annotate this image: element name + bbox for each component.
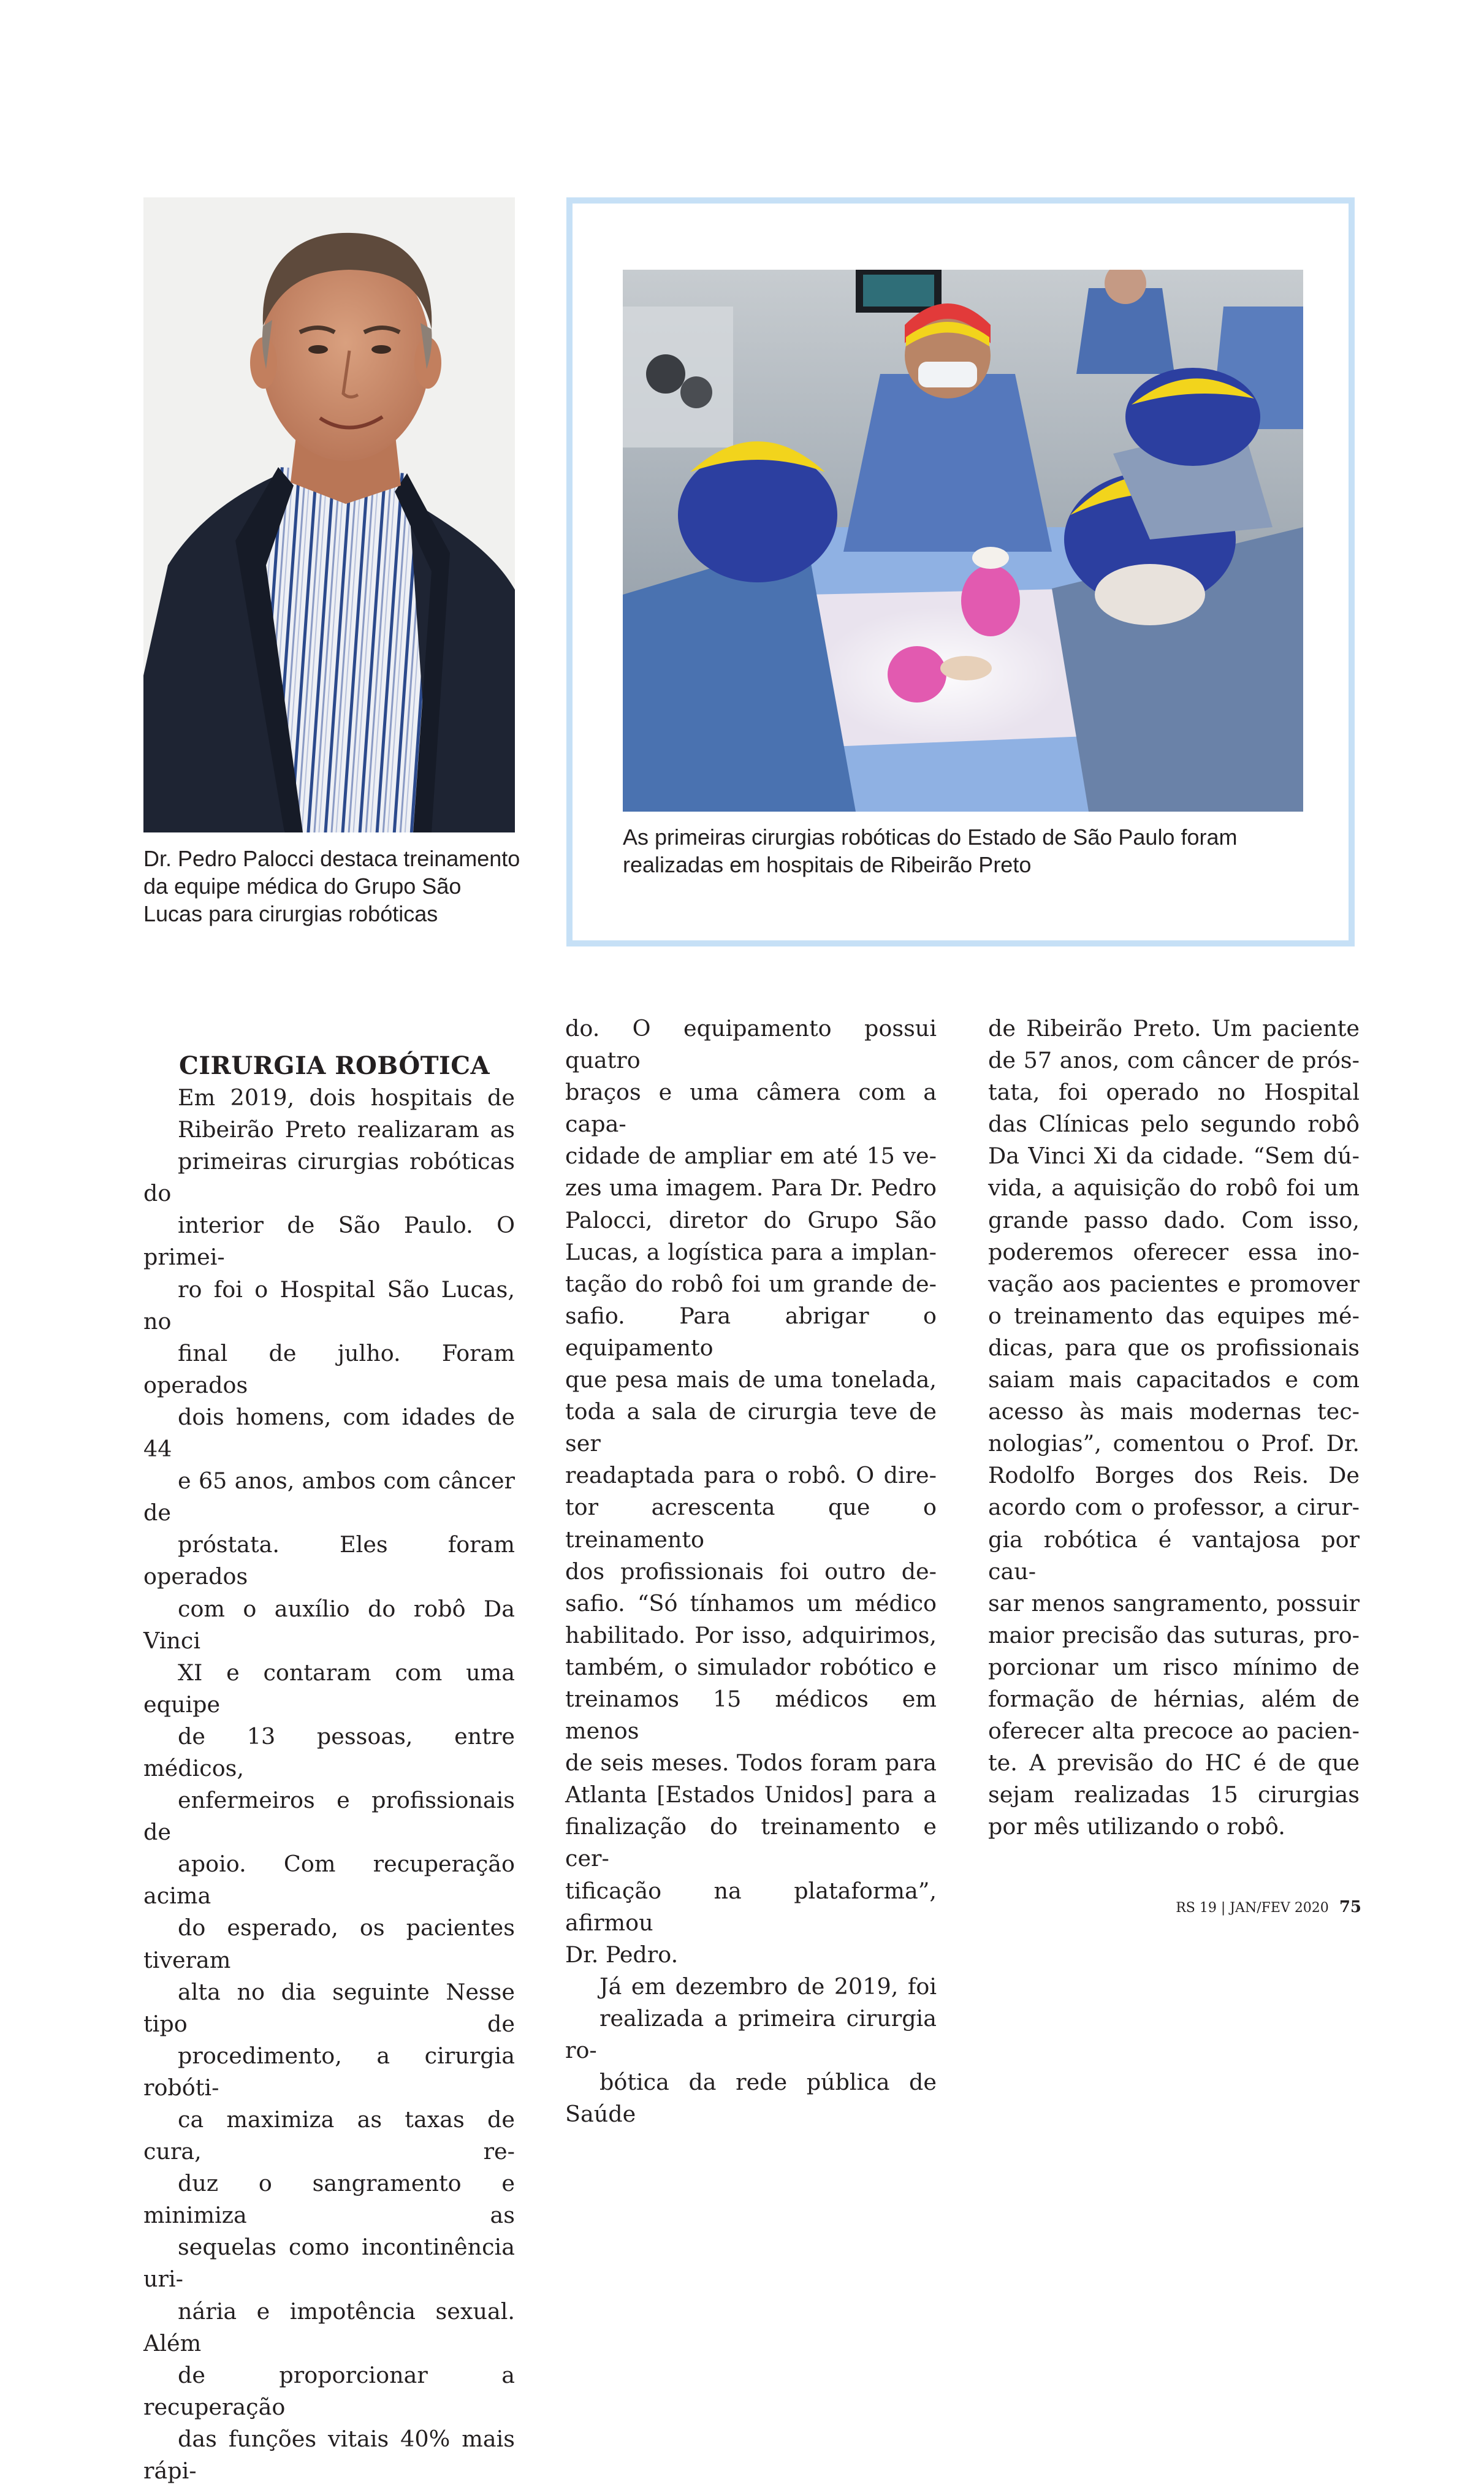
text-line: das funções vitais 40% mais rápi-	[143, 2425, 515, 2485]
text-line: safio. Para abrigar o equipamento	[565, 1302, 937, 1361]
paragraph	[143, 1082, 515, 2487]
text-line: Dr. Pedro.	[565, 1941, 679, 1968]
text-line: bótica da rede pública de Saúde	[565, 2069, 937, 2128]
text-line: com o auxílio do robô Da Vinci	[143, 1595, 515, 1654]
section-heading: CIRURGIA ROBÓTICA	[179, 1051, 490, 1080]
text-line: realizada a primeira cirurgia ro-	[565, 2005, 937, 2063]
text-line: zes uma imagem. Para Dr. Pedro	[565, 1175, 937, 1202]
text-line: nologias”, comentou o Prof. Dr.	[988, 1430, 1360, 1457]
text-line: próstata. Eles foram operados	[143, 1531, 515, 1590]
paragraph	[988, 1013, 1360, 1843]
text-line: te. A previsão do HC é de que	[988, 1750, 1360, 1777]
text-line: do esperado, os pacientes tiveram	[143, 1914, 515, 1973]
text-line: oferecer alta precoce ao pacien-	[988, 1718, 1360, 1745]
text-line: porcionar um risco mínimo de	[988, 1653, 1360, 1680]
text-line: formação de hérnias, além de	[988, 1685, 1360, 1712]
text-line: final de julho. Foram operados	[143, 1339, 515, 1398]
text-line: sar menos sangramento, possuir	[988, 1590, 1360, 1617]
text-line: apoio. Com recuperação acima	[143, 1851, 515, 1910]
text-line: readaptada para o robô. O dire-	[565, 1462, 937, 1489]
article-column-3	[988, 1013, 1360, 1843]
text-line: safio. “Só tínhamos um médico	[565, 1590, 937, 1617]
surgery-photo-caption: As primeiras cirurgias robóticas do Estado de São Paulo foram realizadas em hospitais de Ribeirão Preto	[623, 825, 1238, 877]
text-line: treinamos 15 médicos em menos	[565, 1685, 937, 1745]
portrait-photo	[143, 197, 515, 832]
text-line: duz o sangramento e minimiza as	[143, 2170, 515, 2229]
text-line: Ribeirão Preto realizaram as	[178, 1116, 515, 1143]
text-line: braços e uma câmera com a capa-	[565, 1079, 937, 1138]
text-line: saiam mais capacitados e com	[988, 1366, 1360, 1393]
text-line: tor acrescenta que o treinamento	[565, 1494, 937, 1553]
text-line: finalização do treinamento e cer-	[565, 1813, 937, 1872]
text-line: dicas, para que os profissionais	[988, 1334, 1360, 1361]
text-line: vação aos pacientes e promover	[988, 1270, 1360, 1297]
text-line: toda a sala de cirurgia teve de ser	[565, 1398, 937, 1457]
text-line: habilitado. Por isso, adquirimos,	[565, 1621, 937, 1648]
text-line: dois homens, com idades de 44	[143, 1403, 515, 1463]
paragraph	[565, 1013, 937, 1971]
text-line: ro foi o Hospital São Lucas, no	[143, 1276, 515, 1335]
text-line: alta no dia seguinte Nesse tipo de	[143, 1978, 515, 2037]
article-column-2	[565, 1013, 937, 2130]
text-line: de 57 anos, com câncer de prós-	[988, 1047, 1360, 1074]
text-line: por mês utilizando o robô.	[988, 1813, 1285, 1840]
page-number: 75	[1339, 1898, 1361, 1916]
paragraph	[565, 1971, 937, 2130]
article-column-1	[143, 1050, 515, 2487]
text-line: Atlanta [Estados Unidos] para a	[565, 1781, 937, 1808]
text-line: do. O equipamento possui quatro	[565, 1015, 937, 1074]
text-line: acordo com o professor, a cirur-	[988, 1494, 1360, 1521]
text-line: de seis meses. Todos foram para	[565, 1750, 937, 1777]
text-line: também, o simulador robótico e	[565, 1653, 937, 1680]
text-line: de 13 pessoas, entre médicos,	[143, 1723, 515, 1781]
text-line: grande passo dado. Com isso,	[988, 1206, 1360, 1233]
text-line: sejam realizadas 15 cirurgias	[988, 1781, 1360, 1808]
text-line: interior de São Paulo. O primei-	[143, 1212, 515, 1271]
text-line: Palocci, diretor do Grupo São	[565, 1206, 937, 1233]
text-line: poderemos oferecer essa ino-	[988, 1238, 1360, 1265]
text-line: o treinamento das equipes mé-	[988, 1302, 1360, 1329]
text-line: Em 2019, dois hospitais de	[178, 1084, 515, 1111]
text-line: Já em dezembro de 2019, foi	[599, 1973, 937, 2000]
text-line: das Clínicas pelo segundo robô	[988, 1111, 1360, 1138]
text-line: tata, foi operado no Hospital	[988, 1079, 1360, 1106]
text-line: que pesa mais de uma tonelada,	[565, 1366, 937, 1393]
text-line: XI e contaram com uma equipe	[143, 1659, 515, 1718]
text-line: sequelas como incontinência uri-	[143, 2234, 515, 2293]
surgery-photo	[623, 270, 1303, 812]
issue-folio: RS 19 | JAN/FEV 2020	[1176, 1900, 1329, 1916]
text-line: cidade de ampliar em até 15 ve-	[565, 1143, 937, 1170]
text-line: enfermeiros e profissionais de	[143, 1787, 515, 1846]
text-line: Lucas, a logística para a implan-	[565, 1238, 937, 1265]
text-line: de Ribeirão Preto. Um paciente	[988, 1015, 1360, 1042]
text-line: de proporcionar a recuperação	[143, 2361, 515, 2420]
text-line: tificação na plataforma”, afirmou	[565, 1877, 937, 1936]
text-line: tação do robô foi um grande de-	[565, 1270, 937, 1297]
text-line: e 65 anos, ambos com câncer de	[143, 1468, 515, 1526]
text-line: ca maximiza as taxas de cura, re-	[143, 2106, 515, 2165]
text-line: primeiras cirurgias robóticas do	[143, 1148, 515, 1207]
text-line: procedimento, a cirurgia robóti-	[143, 2042, 515, 2101]
text-line: dos profissionais foi outro de-	[565, 1558, 937, 1585]
text-line: gia robótica é vantajosa por cau-	[988, 1526, 1360, 1585]
portrait-caption: Dr. Pedro Palocci destaca treinamento da equipe médica do Grupo São Lucas para cirurgias robóticas	[143, 846, 520, 926]
text-line: acesso às mais modernas tec-	[988, 1398, 1360, 1425]
text-line: vida, a aquisição do robô foi um	[988, 1175, 1360, 1202]
page-footer	[1176, 1898, 1361, 1916]
text-line: nária e impotência sexual. Além	[143, 2298, 515, 2356]
text-line: Rodolfo Borges dos Reis. De	[988, 1462, 1360, 1489]
text-line: maior precisão das suturas, pro-	[988, 1621, 1360, 1648]
text-line: Da Vinci Xi da cidade. “Sem dú-	[988, 1143, 1360, 1170]
